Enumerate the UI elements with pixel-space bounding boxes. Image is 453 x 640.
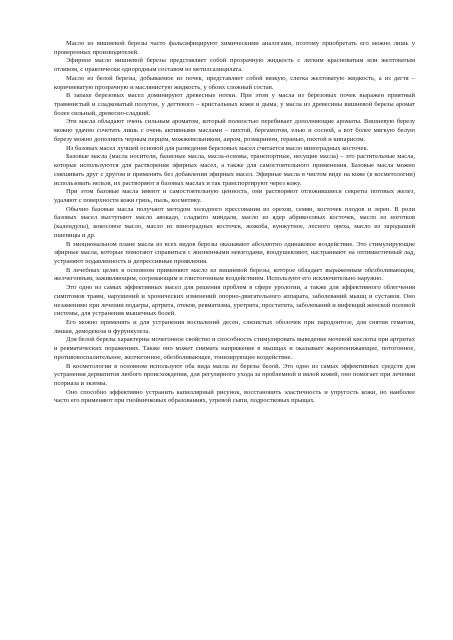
paragraph-16: Оно способно эффективно устранить капиллярный рисунок, восстановить эластичность и упругость кожи, но наиболее часто его применяют при гнойничковых образованиях, угревой сыпи, подростковых прыщах. [54,388,415,405]
paragraph-1: Масло из вишневой березы часто фальсифицируют химическими аналогами, поэтому приобретать его можно лишь у проверенных производителей. [54,40,415,56]
paragraph-10: В эмоциональном плане масла из всех видов березы оказывают абсолютно одинаковое воздействие. Это стимулирующие эфирные масла, которые помогают справиться с жизненными невзгодами, воодушевляют, настраивают на оптимистичный лад, устраняют подавленность и депрессивные проявления. [54,240,415,265]
paragraph-12: Это одно из самых эффективных масел для решения проблем в сфере урологии, а также для эффективного облегчения симптомов травм, нарушений и хронических изменений опорно-двигательного аппарата, заболеваний мышц и суставов. Оно незаменимо при лечении подагры, артрита, отеков, ревматизма, уретрита, простатита, заболеваний и инфекций женской половой системы, для устранения мышечных болей. [54,284,415,318]
paragraph-13: Его можно применять и для устранения воспалений десен, слизистых оболочек при пародонтозе, для снятия гематом, лишая, демодекоза и фурункулеза. [54,319,415,335]
paragraph-2: Эфирное масло вишневой березы представляет собой прозрачную жидкость с легким красноватым или желтоватым отливом, с практически однородным составом из метилсалицилата. [54,57,415,74]
paragraph-15: В косметологии в основном используют оба вида масла из березы белой. Это одно из самых эффективных средств для устранения дерматитов любого происхождения, для регулярного ухода за проблемной и вялой кожей, оно помогает при лечении псориаза и экземы. [54,362,415,388]
paragraph-4: В запахе березовых масел доминируют древесные нотки. При этом у масла из березовых почек выражен приятный травянистый и сладковатый полутон, у дегтевого – кристальных кожи и дыма, у масла из древесины вишневой березы аромат более сильный, древесно-сладкий. [54,92,415,117]
paragraph-6: Из базовых масел лучшей основой для разведения березовых масел считается масло виноградных косточек. [66,144,369,152]
paragraph-5: Эти масла обладают очень сильным ароматом, который полностью перебивает дополняющие ароматы. Вишневую березу можно удачно сочетать лишь с очень активными маслами – пихтой, бергамотом, елью и сосной, а вот более мягкую белую березу можно дополнить черным перцем, можжевельником, аиром, розмарином, геранью, пихтой и кипарисом. [54,118,415,143]
paragraph-7: Базовые масла (масла носители, базисные масла, масла-основы, транспортные, несущие масла) – это растительные масла, которые используются для растворения эфирных масел, а также для самостоятельного применения. Базовые масла можно смешивать друг с другом и применять без добавления эфирных масел. Эфирные масла в чистом виде на коже (в косметологии) использовать нельзя, их растворяют в базовых маслах и так транспортируют через кожу. [54,153,415,187]
paragraph-3: Масло из белой березы, добываемое из почек, представляет собой вязкую, слегка желтоватую жидкость, а из дегтя – коричневатую прозрачную и маслянистую жидкость, у обоих сложный состав. [54,74,415,91]
paragraph-14: Для белой березы характерны мочегонное свойство и способность стимулировать выведение мочевой кислоты при артритах и ревматических поражениях. Также оно может снимать напряжение в мышцах и оказывает жаропонижающее, потогонное, противовоспалительное, желчегонное, обезболивающее, тонизирующее воздействие. [54,336,415,361]
paragraph-9: Обычно базовые масла получают методом холодного прессования из орехов, семян, косточек плодов и зерен. В роли базовых масел выступают масло авокадо, сладкого миндаля, масло из ядер абрикосовых косточек, масло из ноготков (календулы), кокосовое масло, масло из виноградных косточек, жожоба, кунжутное, лесного ореха, масло из зародышей пшеницы и др. [54,205,415,239]
paragraph-11: В лечебных целях в основном применяют масло из вишневой березы, которое обладает выраженным обезболивающим, желчегонным, заживляющим, согревающим и глистогонным воздействием. Используют его исключительно наружно. [54,266,415,283]
paragraph-8: При этом базовые масла имеют и самостоятельную ценность, они растворяют отложившиеся секреты потовых желез, удаляют с поверхности кожи грязь, пыль, косметику. [54,188,415,204]
